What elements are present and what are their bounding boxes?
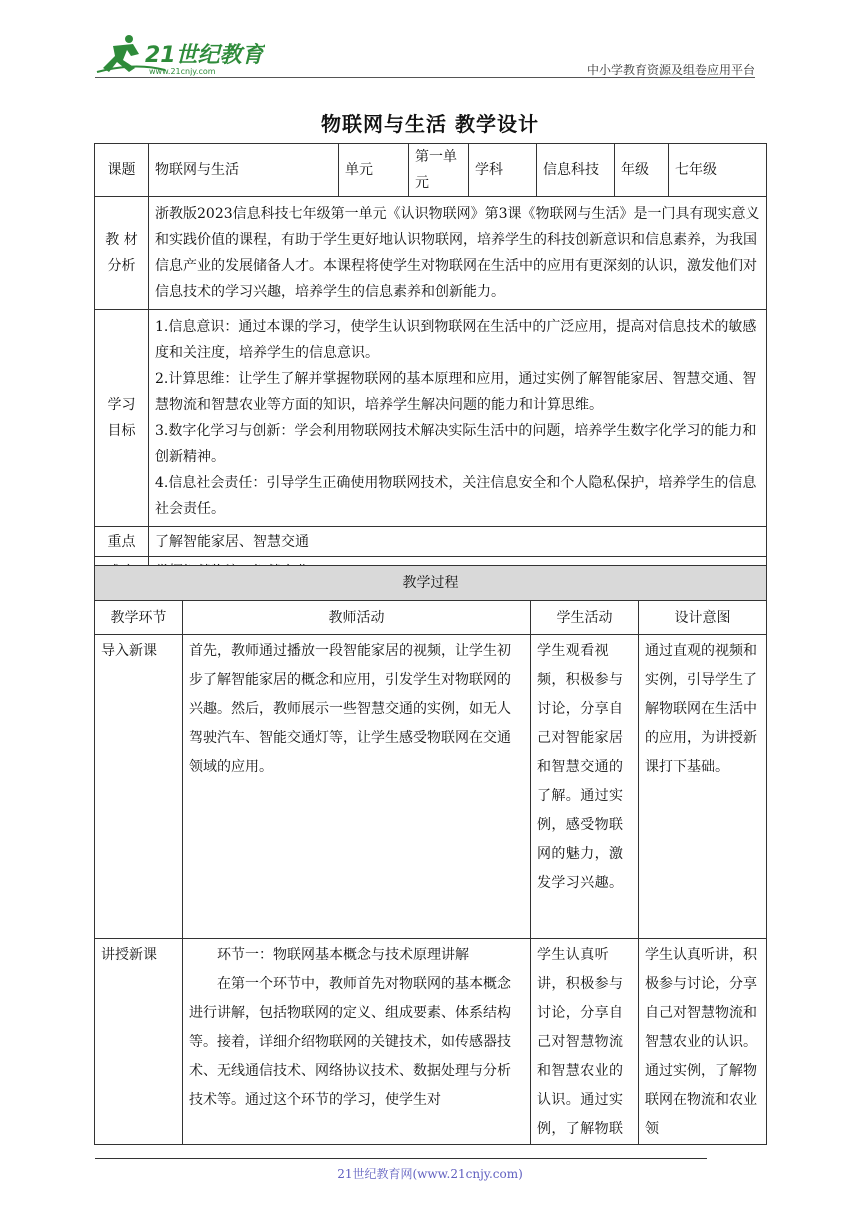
document-title: 物联网与生活 教学设计 <box>321 112 539 136</box>
intent-cell: 学生认真听讲，积极参与讨论，分享自己对智慧物流和智慧农业的认识。通过实例，了解物联网在物流和农业领 <box>639 939 767 1145</box>
teacher-paragraph: 首先，教师通过播放一段智能家居的视频，让学生初步了解智能家居的概念和应用，引发学生对物联网的兴趣。然后，教师展示一些智慧交通的实例，如无人驾驶汽车、智能交通灯等，让学生感受物联网在交通领域的应用。 <box>189 643 511 775</box>
col-header: 教师活动 <box>183 601 531 635</box>
footer-divider <box>95 1158 707 1159</box>
table-row <box>95 144 767 197</box>
teacher-cell <box>183 635 531 939</box>
goal-item: 1.信息意识：通过本课的学习，使学生认识到物联网在生活中的广泛应用，提高对信息技术的敏感度和关注度，培养学生的信息意识。 <box>155 319 757 361</box>
subject-value: 信息科技 <box>537 144 615 197</box>
page-header <box>95 28 755 78</box>
footer-text: 21世纪教育网(www.21cnjy.com) <box>337 1167 523 1181</box>
stage-cell: 讲授新课 <box>95 939 183 1145</box>
table-header-row <box>95 601 767 635</box>
teacher-cell <box>183 939 531 1145</box>
key-value: 了解智能家居、智慧交通 <box>149 527 767 557</box>
logo-21cnjy <box>95 32 265 76</box>
process-table <box>94 565 767 1145</box>
course-value: 物联网与生活 <box>149 144 339 197</box>
header-divider <box>95 77 755 78</box>
platform-name: 中小学教育资源及组卷应用平台 <box>586 63 755 77</box>
intent-cell: 通过直观的视频和实例，引导学生了解物联网在生活中的应用，为讲授新课打下基础。 <box>639 635 767 939</box>
col-header: 设计意图 <box>639 601 767 635</box>
unit-label: 单元 <box>339 144 409 197</box>
goal-item: 3.数字化学习与创新：学会利用物联网技术解决实际生活中的问题，培养学生数字化学习的能力和创新精神。 <box>155 423 757 465</box>
table-row <box>95 310 767 527</box>
logo-url: www.21cnjy.com <box>149 67 216 76</box>
unit-value: 第一单元 <box>409 144 469 197</box>
teacher-paragraph: 环节一：物联网基本概念与技术原理讲解 <box>217 947 469 963</box>
goal-item: 2.计算思维：让学生了解并掌握物联网的基本原理和应用，通过实例了解智能家居、智慧交通、智慧物流和智慧农业等方面的知识，培养学生解决问题的能力和计算思维。 <box>155 371 757 413</box>
subject-label: 学科 <box>469 144 537 197</box>
goal-item: 4.信息社会责任：引导学生正确使用物联网技术，关注信息安全和个人隐私保护，培养学生的信息社会责任。 <box>155 475 757 517</box>
analysis-text: 浙教版2023信息科技七年级第一单元《认识物联网》第3课《物联网与生活》是一门具有现实意义和实践价值的课程，有助于学生更好地认识物联网，培养学生的科技创新意识和信息素养，为我国信息产业的发展储备人才。本课程将使学生对物联网在生活中的应用有更深刻的认识，激发他们对信息技术的学习兴趣，培养学生的信息素养和创新能力。 <box>149 197 767 310</box>
col-header: 教学环节 <box>95 601 183 635</box>
process-band-title: 教学过程 <box>95 566 767 601</box>
grade-value: 七年级 <box>669 144 767 197</box>
course-info-table <box>94 143 767 587</box>
grade-label: 年级 <box>615 144 669 197</box>
stage-cell: 导入新课 <box>95 635 183 939</box>
table-row <box>95 197 767 310</box>
student-cell: 学生认真听讲，积极参与讨论，分享自己对智慧物流和智慧农业的认识。通过实例，了解物联 <box>531 939 639 1145</box>
goals-cell <box>149 310 767 527</box>
table-row <box>95 527 767 557</box>
table-row <box>95 635 767 939</box>
analysis-label: 教 材 分析 <box>95 197 149 310</box>
goals-label: 学习 目标 <box>95 310 149 527</box>
logo-text: 21世纪教育 <box>145 43 264 68</box>
teacher-paragraph: 在第一个环节中，教师首先对物联网的基本概念进行讲解，包括物联网的定义、组成要素、体系结构等。接着，详细介绍物联网的关键技术，如传感器技术、无线通信技术、网络协议技术、数据处理与分析技术等。通过这个环节的学习，使学生对 <box>189 976 511 1108</box>
col-header: 学生活动 <box>531 601 639 635</box>
key-label: 重点 <box>95 527 149 557</box>
student-cell: 学生观看视频，积极参与讨论，分享自己对智能家居和智慧交通的了解。通过实例，感受物联网的魅力，激发学习兴趣。 <box>531 635 639 939</box>
table-row <box>95 939 767 1145</box>
course-label: 课题 <box>95 144 149 197</box>
